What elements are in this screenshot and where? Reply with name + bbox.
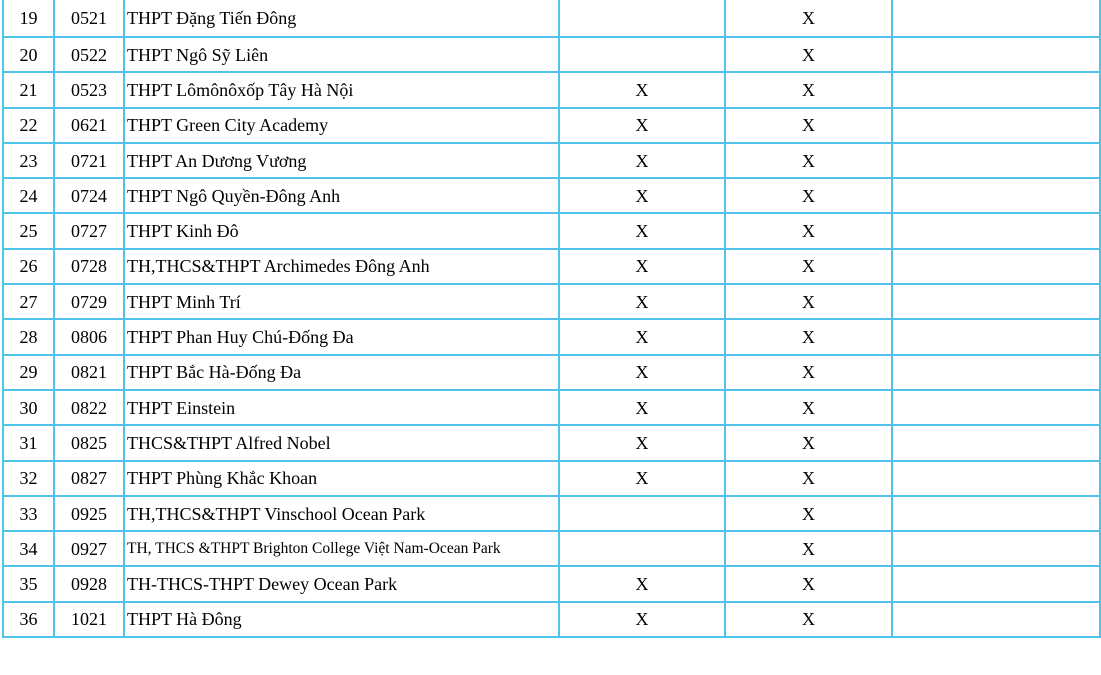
mark-cell-c (892, 284, 1100, 319)
mark-cell-a (559, 531, 725, 566)
row-number-cell: 20 (3, 37, 54, 72)
row-number-cell: 36 (3, 602, 54, 637)
mark-cell-c (892, 390, 1100, 425)
row-number-cell: 21 (3, 72, 54, 107)
mark-cell-b: X (725, 143, 892, 178)
row-number-cell: 23 (3, 143, 54, 178)
school-name-cell: TH,THCS&THPT Archimedes Đông Anh (124, 249, 559, 284)
school-code-cell: 0523 (54, 72, 124, 107)
row-number-cell: 24 (3, 178, 54, 213)
mark-cell-c (892, 37, 1100, 72)
mark-cell-a: X (559, 178, 725, 213)
mark-cell-a: X (559, 566, 725, 601)
mark-cell-c (892, 213, 1100, 248)
mark-cell-c (892, 531, 1100, 566)
school-code-cell: 0724 (54, 178, 124, 213)
mark-cell-c (892, 178, 1100, 213)
school-name-cell: THPT Đặng Tiến Đông (124, 0, 559, 37)
table-row (3, 0, 1100, 37)
mark-cell-c (892, 602, 1100, 637)
school-name-cell: THPT Ngô Quyền-Đông Anh (124, 178, 559, 213)
mark-cell-c (892, 355, 1100, 390)
school-code-cell: 0925 (54, 496, 124, 531)
mark-cell-a: X (559, 72, 725, 107)
school-code-cell: 0727 (54, 213, 124, 248)
school-name-cell: TH,THCS&THPT Vinschool Ocean Park (124, 496, 559, 531)
table-row (3, 108, 1100, 143)
mark-cell-a (559, 37, 725, 72)
mark-cell-b: X (725, 178, 892, 213)
mark-cell-c (892, 496, 1100, 531)
row-number-cell: 31 (3, 425, 54, 460)
row-number-cell: 26 (3, 249, 54, 284)
table-row (3, 213, 1100, 248)
table-row (3, 355, 1100, 390)
row-number-cell: 33 (3, 496, 54, 531)
school-name-cell: THPT Green City Academy (124, 108, 559, 143)
mark-cell-b: X (725, 284, 892, 319)
school-code-cell: 0927 (54, 531, 124, 566)
mark-cell-b: X (725, 0, 892, 37)
mark-cell-b: X (725, 319, 892, 354)
row-number-cell: 29 (3, 355, 54, 390)
table-row (3, 284, 1100, 319)
school-code-cell: 0821 (54, 355, 124, 390)
mark-cell-a: X (559, 602, 725, 637)
mark-cell-b: X (725, 425, 892, 460)
school-name-cell: THPT Hà Đông (124, 602, 559, 637)
mark-cell-b: X (725, 566, 892, 601)
table-row (3, 531, 1100, 566)
row-number-cell: 32 (3, 461, 54, 496)
mark-cell-a: X (559, 108, 725, 143)
mark-cell-b: X (725, 213, 892, 248)
table-row (3, 319, 1100, 354)
row-number-cell: 28 (3, 319, 54, 354)
school-name-cell: TH-THCS-THPT Dewey Ocean Park (124, 566, 559, 601)
school-name-cell: TH, THCS &THPT Brighton College Việt Nam-Ocean Park (124, 531, 559, 566)
school-name-cell: THPT Kinh Đô (124, 213, 559, 248)
mark-cell-a: X (559, 461, 725, 496)
mark-cell-b: X (725, 602, 892, 637)
table-row (3, 602, 1100, 637)
table-row (3, 72, 1100, 107)
table-row (3, 496, 1100, 531)
school-name-cell: THPT An Dương Vương (124, 143, 559, 178)
mark-cell-a: X (559, 319, 725, 354)
school-code-cell: 0522 (54, 37, 124, 72)
school-code-cell: 0825 (54, 425, 124, 460)
school-code-cell: 0806 (54, 319, 124, 354)
row-number-cell: 34 (3, 531, 54, 566)
school-code-cell: 0721 (54, 143, 124, 178)
mark-cell-c (892, 566, 1100, 601)
school-code-cell: 0621 (54, 108, 124, 143)
table-row (3, 390, 1100, 425)
mark-cell-a (559, 0, 725, 37)
mark-cell-c (892, 249, 1100, 284)
mark-cell-a: X (559, 390, 725, 425)
school-table-body (3, 0, 1100, 637)
mark-cell-c (892, 143, 1100, 178)
table-row (3, 249, 1100, 284)
row-number-cell: 27 (3, 284, 54, 319)
mark-cell-c (892, 425, 1100, 460)
mark-cell-a: X (559, 213, 725, 248)
school-table (2, 0, 1101, 638)
school-code-cell: 0827 (54, 461, 124, 496)
school-code-cell: 0729 (54, 284, 124, 319)
school-name-cell: THPT Phan Huy Chú-Đống Đa (124, 319, 559, 354)
mark-cell-b: X (725, 249, 892, 284)
mark-cell-b: X (725, 72, 892, 107)
mark-cell-a: X (559, 355, 725, 390)
mark-cell-c (892, 0, 1100, 37)
table-row (3, 461, 1100, 496)
table-row (3, 178, 1100, 213)
table-row (3, 143, 1100, 178)
school-code-cell: 0521 (54, 0, 124, 37)
mark-cell-b: X (725, 108, 892, 143)
row-number-cell: 22 (3, 108, 54, 143)
mark-cell-c (892, 319, 1100, 354)
school-name-cell: THCS&THPT Alfred Nobel (124, 425, 559, 460)
school-code-cell: 0728 (54, 249, 124, 284)
mark-cell-a: X (559, 143, 725, 178)
school-code-cell: 1021 (54, 602, 124, 637)
mark-cell-b: X (725, 37, 892, 72)
school-name-cell: THPT Lômônôxốp Tây Hà Nội (124, 72, 559, 107)
mark-cell-b: X (725, 496, 892, 531)
mark-cell-b: X (725, 531, 892, 566)
mark-cell-a: X (559, 284, 725, 319)
mark-cell-a: X (559, 249, 725, 284)
mark-cell-b: X (725, 355, 892, 390)
school-name-cell: THPT Ngô Sỹ Liên (124, 37, 559, 72)
mark-cell-c (892, 461, 1100, 496)
school-code-cell: 0928 (54, 566, 124, 601)
mark-cell-a (559, 496, 725, 531)
row-number-cell: 25 (3, 213, 54, 248)
school-name-cell: THPT Phùng Khắc Khoan (124, 461, 559, 496)
table-row (3, 37, 1100, 72)
school-code-cell: 0822 (54, 390, 124, 425)
school-name-cell: THPT Bắc Hà-Đống Đa (124, 355, 559, 390)
row-number-cell: 19 (3, 0, 54, 37)
mark-cell-c (892, 72, 1100, 107)
row-number-cell: 30 (3, 390, 54, 425)
school-name-cell: THPT Einstein (124, 390, 559, 425)
table-row (3, 566, 1100, 601)
mark-cell-a: X (559, 425, 725, 460)
table-row (3, 425, 1100, 460)
row-number-cell: 35 (3, 566, 54, 601)
mark-cell-c (892, 108, 1100, 143)
mark-cell-b: X (725, 390, 892, 425)
mark-cell-b: X (725, 461, 892, 496)
school-name-cell: THPT Minh Trí (124, 284, 559, 319)
